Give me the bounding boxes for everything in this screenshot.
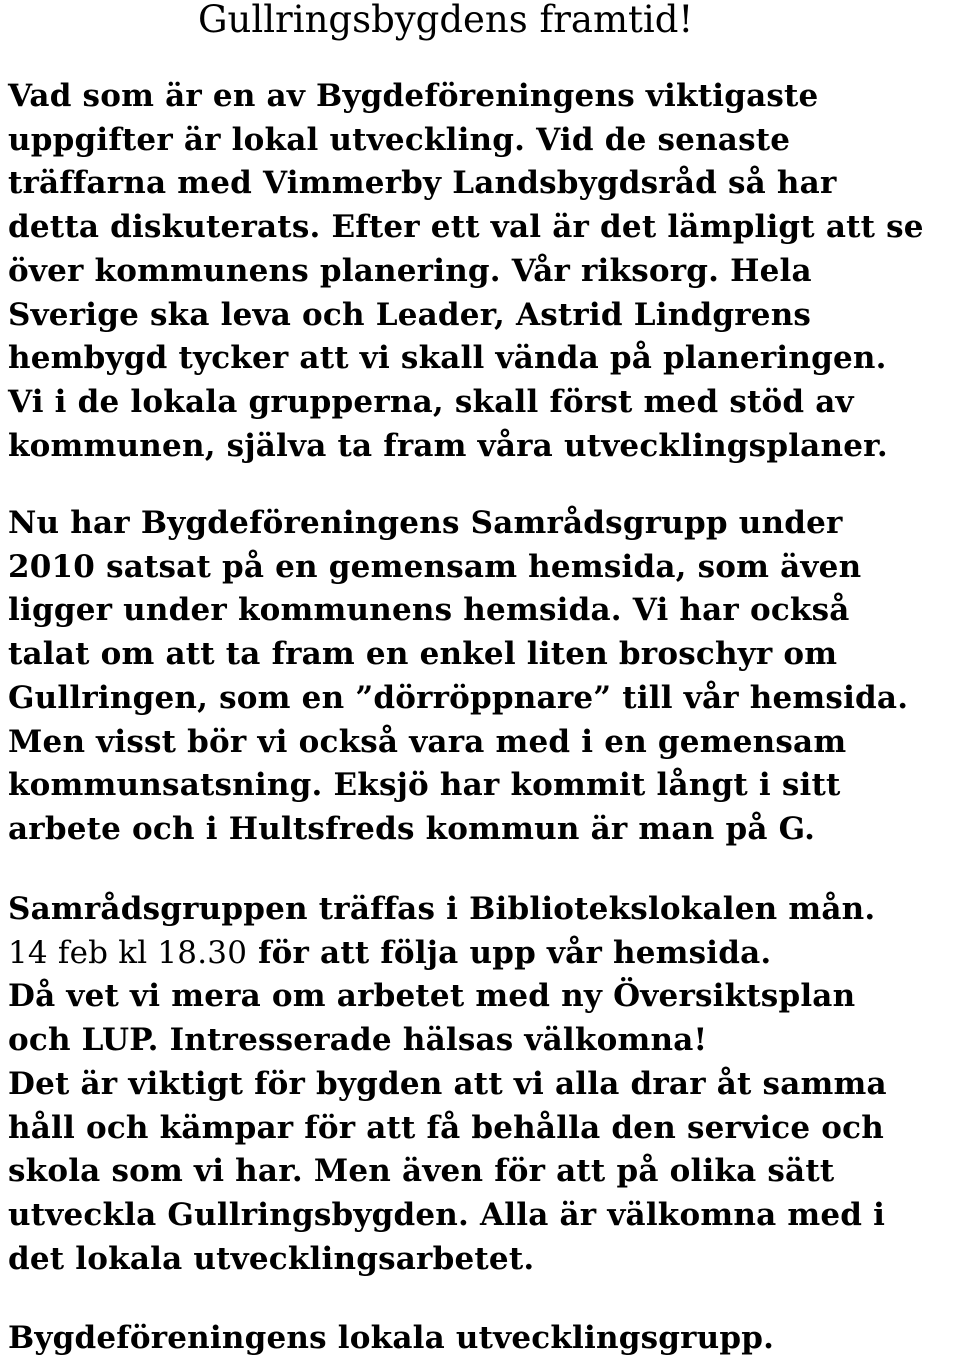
paragraph-meeting bbox=[8, 888, 887, 1281]
text-line: Sverige ska leva och Leader, Astrid Lindgrens bbox=[8, 296, 812, 333]
text-line: hembygd tycker att vi skall vända på planeringen. bbox=[8, 340, 887, 377]
text-line: arbete och i Hultsfreds kommun är man på G. bbox=[8, 810, 816, 847]
text-line: detta diskuterats. Efter ett val är det lämpligt att se bbox=[8, 209, 924, 246]
text-line: Då vet vi mera om arbetet med ny Översiktsplan bbox=[8, 978, 856, 1015]
text-line: Det är viktigt för bygden att vi alla drar åt samma bbox=[8, 1065, 887, 1102]
text-line: kommunen, själva ta fram våra utvecklingsplaner. bbox=[8, 427, 888, 464]
signature: Bygdeföreningens lokala utvecklingsgrupp. bbox=[8, 1320, 775, 1356]
text-line: Men visst bör vi också vara med i en gemensam bbox=[8, 723, 847, 760]
text-line: 2010 satsat på en gemensam hemsida, som även bbox=[8, 548, 862, 585]
text-line: Gullringen, som en ”dörröppnare” till vår hemsida. bbox=[8, 679, 909, 716]
text-line bbox=[8, 932, 887, 976]
text-line: över kommunens planering. Vår riksorg. Hela bbox=[8, 252, 812, 289]
page-title: Gullringsbygdens framtid! bbox=[198, 0, 694, 41]
text-line: och LUP. Intresserade hälsas välkomna! bbox=[8, 1022, 708, 1059]
text-line: kommunsatsning. Eksjö har kommit långt i sitt bbox=[8, 767, 841, 804]
text-line: skola som vi har. Men även för att på olika sätt bbox=[8, 1153, 835, 1190]
paragraph-website bbox=[8, 502, 908, 852]
text-line: Nu har Bygdeföreningens Samrådsgrupp under bbox=[8, 505, 843, 541]
text-line: Vi i de lokala grupperna, skall först med stöd av bbox=[8, 383, 854, 420]
text-line: det lokala utvecklingsarbetet. bbox=[8, 1240, 535, 1277]
text-line: ligger under kommunens hemsida. Vi har också bbox=[8, 592, 850, 629]
document-page bbox=[8, 0, 958, 1356]
text-line: uppgifter är lokal utveckling. Vid de senaste bbox=[8, 121, 791, 158]
text-line: talat om att ta fram en enkel liten broschyr om bbox=[8, 636, 838, 673]
text-line: Vad som är en av Bygdeföreningens viktigaste bbox=[8, 78, 819, 114]
paragraph-local-development bbox=[8, 75, 924, 468]
text-line: utveckla Gullringsbygden. Alla är välkomna med i bbox=[8, 1196, 886, 1233]
meeting-date: 14 feb kl 18.30 bbox=[8, 934, 248, 971]
meeting-purpose: för att följa upp vår hemsida. bbox=[247, 934, 772, 971]
text-line: Samrådsgruppen träffas i Bibliotekslokalen mån. bbox=[8, 891, 876, 927]
text-line: håll och kämpar för att få behålla den service och bbox=[8, 1109, 884, 1146]
text-line: träffarna med Vimmerby Landsbygdsråd så har bbox=[8, 165, 837, 202]
